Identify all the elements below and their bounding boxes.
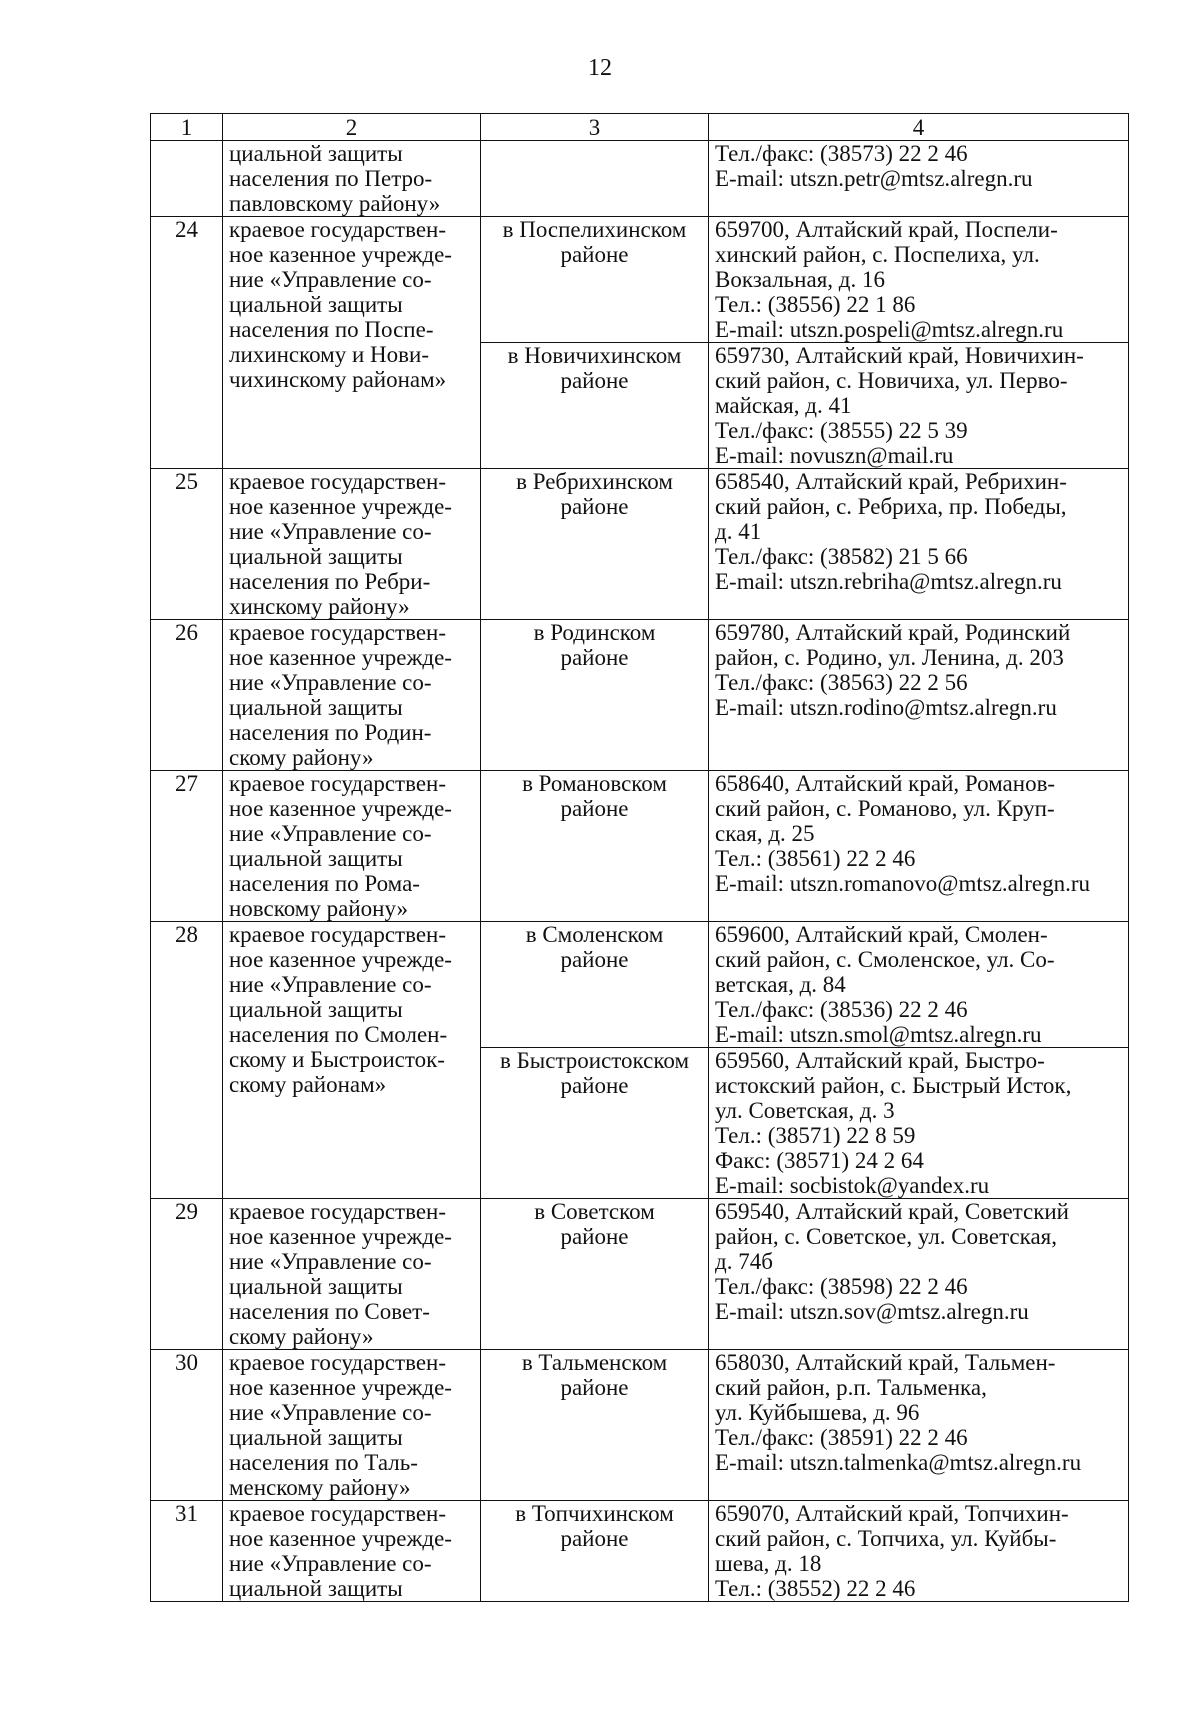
district-location: в Романовском районе [481, 771, 709, 922]
contact-address [709, 1199, 1129, 1350]
address-line: Тел.: (38556) 22 1 86 [715, 292, 916, 317]
address-line: ский район, р.п. Тальменка, [715, 1375, 987, 1400]
address-line: E-mail: utszn.pospeli@mtsz.alregn.ru [715, 317, 1064, 342]
table-row [151, 1199, 1129, 1350]
address-line: E-mail: utszn.petr@mtsz.alregn.ru [715, 166, 1033, 191]
table-row [151, 922, 1129, 1048]
district-location: в Поспелихинском районе [481, 217, 709, 343]
address-line: хинский район, с. Поспелиха, ул. [715, 242, 1040, 267]
address-line: майская, д. 41 [715, 393, 852, 418]
address-line: E-mail: utszn.romanovo@mtsz.alregn.ru [715, 871, 1091, 896]
address-line: 659730, Алтайский край, Новичихин- [715, 343, 1084, 368]
row-number: 25 [151, 469, 223, 620]
contact-address [709, 217, 1129, 343]
district-location: в Смоленском районе [481, 922, 709, 1048]
address-line: Тел./факс: (38573) 22 2 46 [715, 141, 968, 166]
contact-address [709, 469, 1129, 620]
table-row [151, 469, 1129, 620]
organization-name: циальной защиты населения по Петро- павловскому району» [223, 141, 481, 217]
table-row [151, 141, 1129, 217]
address-line: д. 74б [715, 1249, 773, 1274]
organization-name: краевое государствен- ное казенное учрежде- ние «Управление со- циальной защиты населения по Рома- новскому району» [223, 771, 481, 922]
row-number [151, 141, 223, 217]
table-body [151, 114, 1129, 1602]
address-line: Вокзальная, д. 16 [715, 267, 885, 292]
address-line: 659070, Алтайский край, Топчихин- [715, 1501, 1069, 1526]
address-line: 659560, Алтайский край, Быстро- [715, 1048, 1045, 1073]
address-line: Тел./факс: (38582) 21 5 66 [715, 544, 968, 569]
row-number: 30 [151, 1350, 223, 1501]
address-line: Тел.: (38561) 22 2 46 [715, 846, 916, 871]
address-line: ская, д. 25 [715, 821, 815, 846]
table-row [151, 771, 1129, 922]
address-line: Тел.: (38552) 22 2 46 [715, 1576, 916, 1601]
address-line: ский район, с. Топчиха, ул. Куйбы- [715, 1526, 1057, 1551]
contact-address [709, 343, 1129, 469]
table-row [151, 1501, 1129, 1602]
organization-name: краевое государствен- ное казенное учрежде- ние «Управление со- циальной защиты населения по Совет- скому району» [223, 1199, 481, 1350]
district-location: в Новичихинском районе [481, 343, 709, 469]
contact-address [709, 1501, 1129, 1602]
district-location: в Топчихинском районе [481, 1501, 709, 1602]
address-line: E-mail: novuszn@mail.ru [715, 443, 954, 468]
contact-address [709, 771, 1129, 922]
address-line: ский район, с. Новичиха, ул. Перво- [715, 368, 1068, 393]
address-line: район, с. Советское, ул. Советская, [715, 1224, 1057, 1249]
table-row [151, 1350, 1129, 1501]
address-line: ский район, с. Романово, ул. Круп- [715, 796, 1055, 821]
contact-address [709, 1048, 1129, 1199]
address-line: Тел./факс: (38563) 22 2 56 [715, 670, 968, 695]
address-line: район, с. Родино, ул. Ленина, д. 203 [715, 645, 1064, 670]
address-line: 658030, Алтайский край, Тальмен- [715, 1350, 1056, 1375]
address-line: шева, д. 18 [715, 1551, 822, 1576]
address-line: E-mail: utszn.rebriha@mtsz.alregn.ru [715, 569, 1062, 594]
address-line: ул. Советская, д. 3 [715, 1098, 895, 1123]
address-line: E-mail: utszn.sov@mtsz.alregn.ru [715, 1299, 1029, 1324]
contact-address [709, 620, 1129, 771]
contact-address [709, 1350, 1129, 1501]
address-line: 659780, Алтайский край, Родинский [715, 620, 1071, 645]
organization-name: краевое государствен- ное казенное учрежде- ние «Управление со- циальной защиты населения по Поспе- лихинскому и Нови- чихинскому районам» [223, 217, 481, 469]
organization-name: краевое государствен- ное казенное учрежде- ние «Управление со- циальной защиты населения по Смолен- скому и Быстроисток- скому районам» [223, 922, 481, 1199]
address-line: Тел.: (38571) 22 8 59 [715, 1123, 916, 1148]
address-line: Тел./факс: (38598) 22 2 46 [715, 1274, 968, 1299]
row-number: 26 [151, 620, 223, 771]
address-line: E-mail: utszn.talmenka@mtsz.alregn.ru [715, 1450, 1082, 1475]
address-line: Тел./факс: (38591) 22 2 46 [715, 1425, 968, 1450]
table-header-row [151, 114, 1129, 141]
row-number: 24 [151, 217, 223, 469]
row-number: 27 [151, 771, 223, 922]
district-location: в Тальменском районе [481, 1350, 709, 1501]
row-number: 31 [151, 1501, 223, 1602]
address-line: истокский район, с. Быстрый Исток, [715, 1073, 1072, 1098]
address-line: ский район, с. Смоленское, ул. Со- [715, 947, 1055, 972]
organization-name: краевое государствен- ное казенное учрежде- ние «Управление со- циальной защиты населения по Родин- скому району» [223, 620, 481, 771]
address-line: 658540, Алтайский край, Ребрихин- [715, 469, 1067, 494]
district-location: в Быстроистокском районе [481, 1048, 709, 1199]
table-row [151, 620, 1129, 771]
address-line: E-mail: socbistok@yandex.ru [715, 1173, 990, 1198]
address-line: Тел./факс: (38536) 22 2 46 [715, 997, 968, 1022]
header-col-1: 1 [151, 114, 223, 141]
page-number: 12 [588, 55, 612, 81]
offices-table [150, 113, 1129, 1602]
header-col-4: 4 [709, 114, 1129, 141]
contact-address [709, 141, 1129, 217]
district-location [481, 141, 709, 217]
address-line: д. 41 [715, 519, 762, 544]
header-col-2: 2 [223, 114, 481, 141]
address-line: 659600, Алтайский край, Смолен- [715, 922, 1048, 947]
address-line: Тел./факс: (38555) 22 5 39 [715, 418, 968, 443]
address-line: ул. Куйбышева, д. 96 [715, 1400, 920, 1425]
district-location: в Советском районе [481, 1199, 709, 1350]
district-location: в Родинском районе [481, 620, 709, 771]
header-col-3: 3 [481, 114, 709, 141]
organization-name: краевое государствен- ное казенное учрежде- ние «Управление со- циальной защиты [223, 1501, 481, 1602]
address-line: ский район, с. Ребриха, пр. Победы, [715, 494, 1067, 519]
address-line: 659700, Алтайский край, Поспели- [715, 217, 1058, 242]
organization-name: краевое государствен- ное казенное учрежде- ние «Управление со- циальной защиты населения по Таль- менскому району» [223, 1350, 481, 1501]
organization-name: краевое государствен- ное казенное учрежде- ние «Управление со- циальной защиты населения по Ребри- хинскому району» [223, 469, 481, 620]
row-number: 29 [151, 1199, 223, 1350]
table-row [151, 217, 1129, 343]
address-line: Факс: (38571) 24 2 64 [715, 1148, 924, 1173]
address-line: 658640, Алтайский край, Романов- [715, 771, 1056, 796]
address-line: E-mail: utszn.rodino@mtsz.alregn.ru [715, 695, 1057, 720]
address-line: ветская, д. 84 [715, 972, 846, 997]
address-line: E-mail: utszn.smol@mtsz.alregn.ru [715, 1022, 1042, 1047]
district-location: в Ребрихинском районе [481, 469, 709, 620]
address-line: 659540, Алтайский край, Советский [715, 1199, 1069, 1224]
row-number: 28 [151, 922, 223, 1199]
contact-address [709, 922, 1129, 1048]
